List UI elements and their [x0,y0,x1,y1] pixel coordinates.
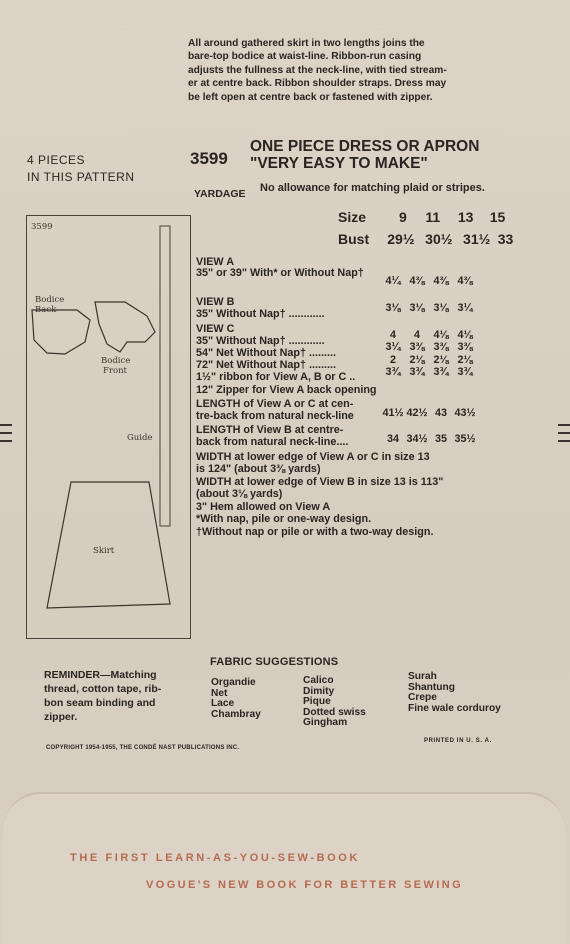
cell: 3⅛ [433,302,449,314]
row-values [381,341,477,353]
cell: 35½ [454,433,476,445]
row-values [381,329,477,341]
cell: 34 [386,433,399,445]
printed-in-usa: PRINTED IN U. S. A. [424,738,492,744]
bust-value: 33 [497,231,514,247]
description-line: adjusts the fullness at the neck-line, with tied stream- [188,64,447,76]
row-label: back from natural neck-line.... [196,436,349,448]
bust-value: 31½ [463,231,491,247]
reminder-line: zipper. [44,711,78,723]
row-label: LENGTH of View B at centre- [196,424,344,436]
cell: 3⅛ [385,302,401,314]
reminder-line: bon seam binding and [44,697,156,709]
cell: 43½ [454,407,476,419]
size-value: 13 [457,209,474,225]
description-line: er at centre back. Ribbon shoulder straps. Dress may [188,78,447,90]
cell: 2 [389,354,396,366]
description-line: bare-top bodice at waist-line. Ribbon-run casing [188,51,422,63]
description-line: be left open at centre back or fastened with zipper. [188,91,433,103]
width-line: WIDTH at lower edge of View A or C in size 13 [196,451,430,463]
row-label: 35" Without Nap† ............ [196,335,325,347]
cell: 4 [413,329,420,341]
row-values [381,354,477,366]
bodice-back-piece [32,310,90,354]
fabric-column [303,676,366,729]
size-value: 11 [425,209,441,225]
cell: 4⅜ [433,275,449,287]
bodice-back-label: Bodice [35,295,65,305]
size-value: 9 [398,209,407,225]
reminder-note [44,668,184,724]
pieces-line: IN THIS PATTERN [27,170,135,184]
margin-mark-left [0,432,12,434]
length-row [196,436,348,448]
width-line: WIDTH at lower edge of View B in size 13 is 113" [196,476,444,488]
pattern-layout-diagram [26,215,191,639]
skirt-piece [47,482,170,608]
reminder-line: REMINDER—Matching [44,669,157,681]
fabric-item: Fine wale corduroy [408,702,501,714]
bust-value: 30½ [425,231,453,247]
bodice-front-label: Front [103,366,127,376]
cell: 43 [434,407,447,419]
fabric-item: Gingham [303,717,348,728]
cell: 3¾ [385,366,401,378]
length-row [196,424,343,436]
yardage-row [196,308,325,320]
yardage-row [196,347,336,359]
row-label: VIEW A [196,256,234,268]
length-row [196,398,353,410]
yardage-row [196,371,355,383]
cell: 2⅛ [457,354,473,366]
bust-row [338,231,514,247]
fabric-item: Dotted swiss [303,706,366,718]
yardage-row [196,359,336,371]
cell: 3¾ [457,366,473,378]
bodice-front-piece [95,302,155,352]
fabric-item: Chambray [211,708,261,720]
skirt-label: Skirt [93,546,115,556]
length-row [196,410,354,422]
pieces-count [27,152,135,186]
margin-mark-right [558,440,570,442]
footnote-nap: *With nap, pile or one-way design. [196,513,372,525]
fabric-item: Lace [211,698,235,709]
cell: 4⅜ [409,275,425,287]
row-label: VIEW C [196,323,235,335]
title-line-2: "VERY EASY TO MAKE" [250,155,428,172]
cell: 3⅜ [433,341,449,353]
hem-line: 3" Hem allowed on View A [196,501,331,513]
row-label: 54" Net Without Nap† ......... [196,347,336,359]
cell: 3¾ [409,366,425,378]
guide-label: Guide [127,433,153,443]
cell: 4⅛ [433,329,449,341]
guide-piece [160,226,170,526]
cell: 34½ [406,433,428,445]
bodice-front-label: Bodice [101,356,131,366]
cell: 35 [434,433,447,445]
fabric-column [408,672,501,714]
copyright-notice: COPYRIGHT 1954-1955, THE CONDÉ NAST PUBLICATIONS INC. [46,745,240,751]
cell: 3⅜ [409,341,425,353]
fabric-item: Organdie [211,677,256,688]
fabric-item: Calico [303,675,334,686]
zipper-line: 12" Zipper for View A back opening [196,384,377,396]
fabric-item: Surah [408,671,437,682]
row-label: 1½" ribbon for View A, B or C .. [196,371,356,383]
cell: 3¾ [433,366,449,378]
bodice-back-label: Back [35,305,57,315]
yardage-row [196,323,234,335]
row-values [381,366,477,378]
row-label: LENGTH of View A or C at cen- [196,398,354,410]
fabric-item: Crepe [408,692,437,703]
row-label: 72" Net Without Nap† ......... [196,359,336,371]
title-line-1: ONE PIECE DRESS OR APRON [250,138,480,155]
yardage-row [196,335,325,347]
size-row [338,209,512,225]
bust-label: Bust [338,231,370,247]
margin-mark-right [558,432,570,434]
description-line: All around gathered skirt in two lengths joins the [188,38,425,49]
margin-mark-left [0,424,12,426]
yardage-row [196,296,234,308]
cell: 4¼ [385,275,401,287]
footnote-no-nap: †Without nap or pile or with a two-way design. [196,526,434,538]
book-tagline: THE FIRST LEARN-AS-YOU-SEW-BOOK [70,852,360,864]
cell: 4⅜ [457,275,473,287]
row-label: 35" or 39" With* or Without Nap† [196,267,364,279]
cell: 42½ [406,407,428,419]
yardage-note: No allowance for matching plaid or stripes. [260,182,485,194]
pieces-line: 4 PIECES [27,153,86,167]
row-values [381,302,477,314]
envelope-flap [3,792,565,944]
cell: 2⅛ [433,354,449,366]
yardage-row [196,267,364,279]
fabric-item: Pique [303,696,331,707]
fabric-item: Net [211,687,228,699]
margin-mark-left [0,440,12,442]
width-line: (about 3⅛ yards) [196,488,283,500]
row-label: tre-back from natural neck-line [196,410,354,422]
description [188,37,488,104]
fabric-item: Shantung [408,681,455,693]
yardage-label: YARDAGE [194,188,246,200]
cell: 3⅜ [457,341,473,353]
width-line: is 124" (about 3⅜ yards) [196,463,321,475]
pattern-number: 3599 [190,149,228,168]
fabric-suggestions-title: FABRIC SUGGESTIONS [210,656,339,668]
fabric-item: Dimity [303,685,335,697]
cell: 4 [389,329,396,341]
size-value: 15 [489,209,506,225]
row-values [381,407,477,419]
row-label: VIEW B [196,296,235,308]
fabric-column [211,678,261,720]
cell: 3¼ [457,302,473,314]
diagram-number: 3599 [31,222,53,232]
row-values [381,275,477,287]
reminder-line: thread, cotton tape, rib- [44,683,162,695]
book-title: VOGUE'S NEW BOOK FOR BETTER SEWING [146,879,464,891]
row-label: 35" Without Nap† ............ [196,308,325,320]
margin-mark-right [558,424,570,426]
bust-value: 29½ [387,231,415,247]
cell: 41½ [382,407,404,419]
size-label: Size [338,209,367,225]
cell: 3¼ [385,341,401,353]
cell: 3⅛ [409,302,425,314]
row-values [381,433,477,445]
cell: 4⅛ [457,329,473,341]
cell: 2⅛ [409,354,425,366]
